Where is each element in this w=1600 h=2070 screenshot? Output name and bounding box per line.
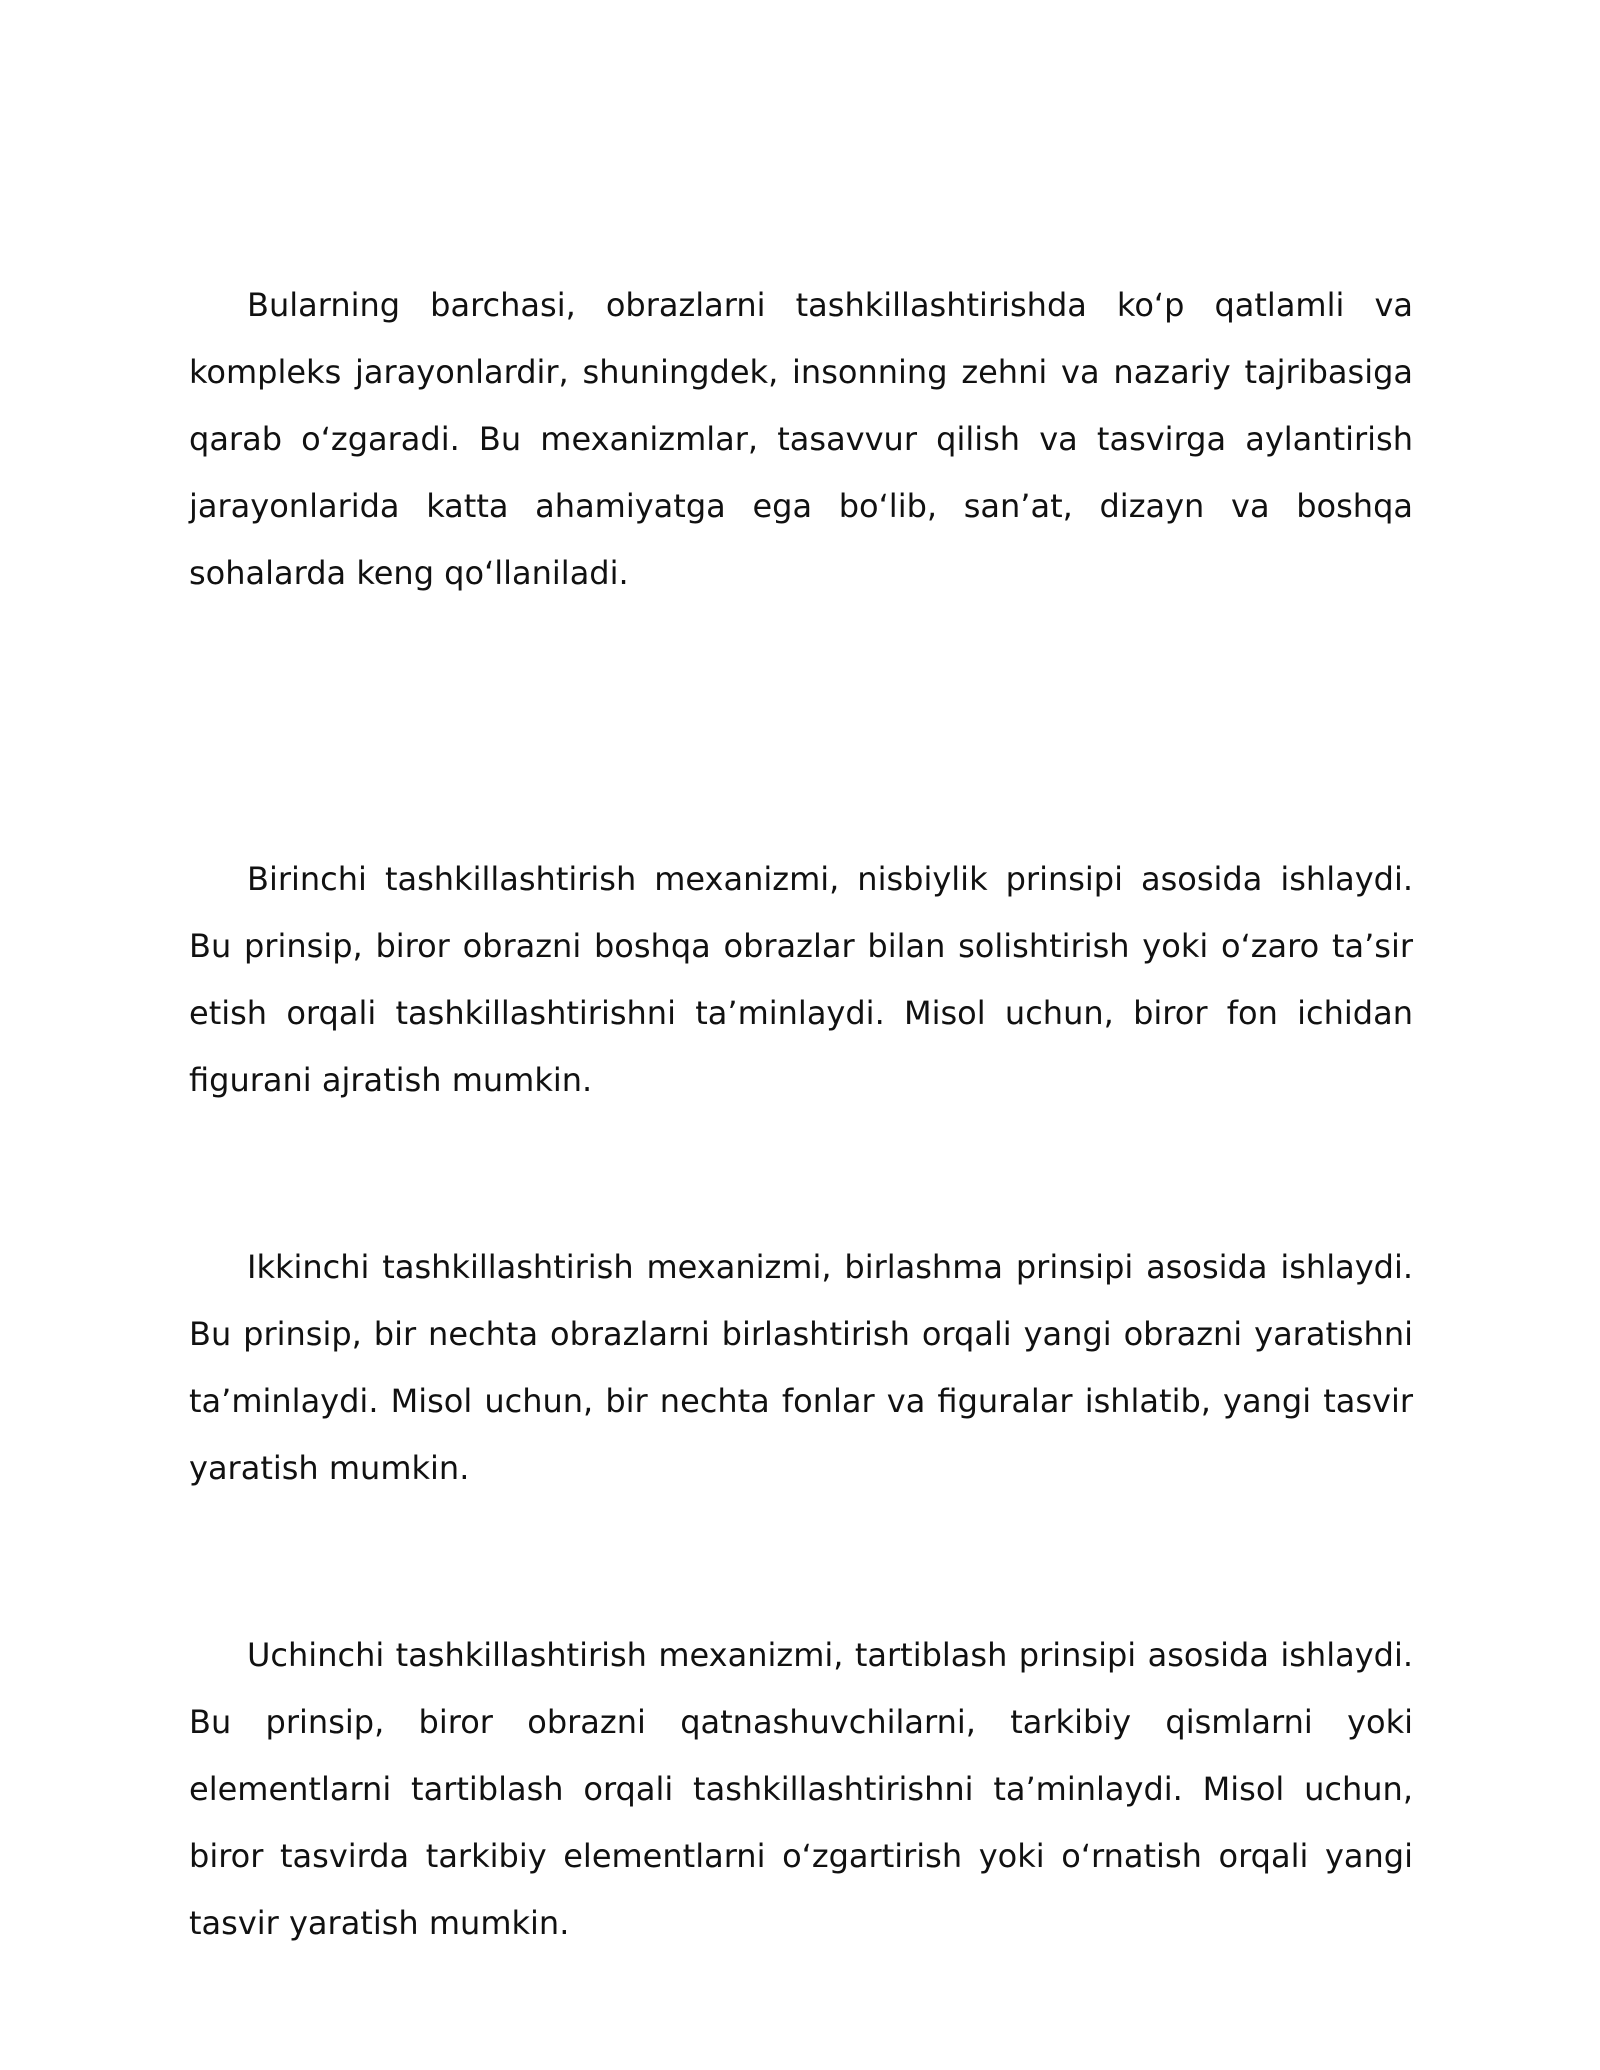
paragraph-second-mechanism: Ikkinchi tashkillashtirish mexanizmi, birlashma prinsipi asosida ishlaydi. Bu prinsip, bir nechta obrazlarni birlashtirish orqali yangi obrazni yaratishni ta’minlaydi. Misol uchun, bir nechta fonlar va figuralar ishlatib, yangi tasvir yaratish mumkin. <box>189 1248 1413 1487</box>
paragraph-summary: Bularning barchasi, obrazlarni tashkillashtirishda ko‘p qatlamli va kompleks jarayonlardir, shuningdek, insonning zehni va nazariy tajribasiga qarab o‘zgaradi. Bu mexanizmlar, tasavvur qilish va tasvirga aylantirish jarayonlarida katta ahamiyatga ega bo‘lib, san’at, dizayn va boshqa sohalarda keng qo‘llaniladi. <box>189 286 1413 592</box>
paragraph-third-mechanism: Uchinchi tashkillashtirish mexanizmi, tartiblash prinsipi asosida ishlaydi. Bu prinsip, biror obrazni qatnashuvchilarni, tarkibiy qismlarni yoki elementlarni tartiblash orqali tashkillashtirishni ta’minlaydi. Misol uchun, biror tasvirda tarkibiy elementlarni o‘zgartirish yoki o‘rnatish orqali yangi tasvir yaratish mumkin. <box>189 1636 1413 1942</box>
paragraph-first-mechanism: Birinchi tashkillashtirish mexanizmi, nisbiylik prinsipi asosida ishlaydi. Bu prinsip, biror obrazni boshqa obrazlar bilan solishtirish yoki o‘zaro ta’sir etish orqali tashkillashtirishni ta’minlaydi. Misol uchun, biror fon ichidan figurani ajratish mumkin. <box>189 860 1413 1099</box>
